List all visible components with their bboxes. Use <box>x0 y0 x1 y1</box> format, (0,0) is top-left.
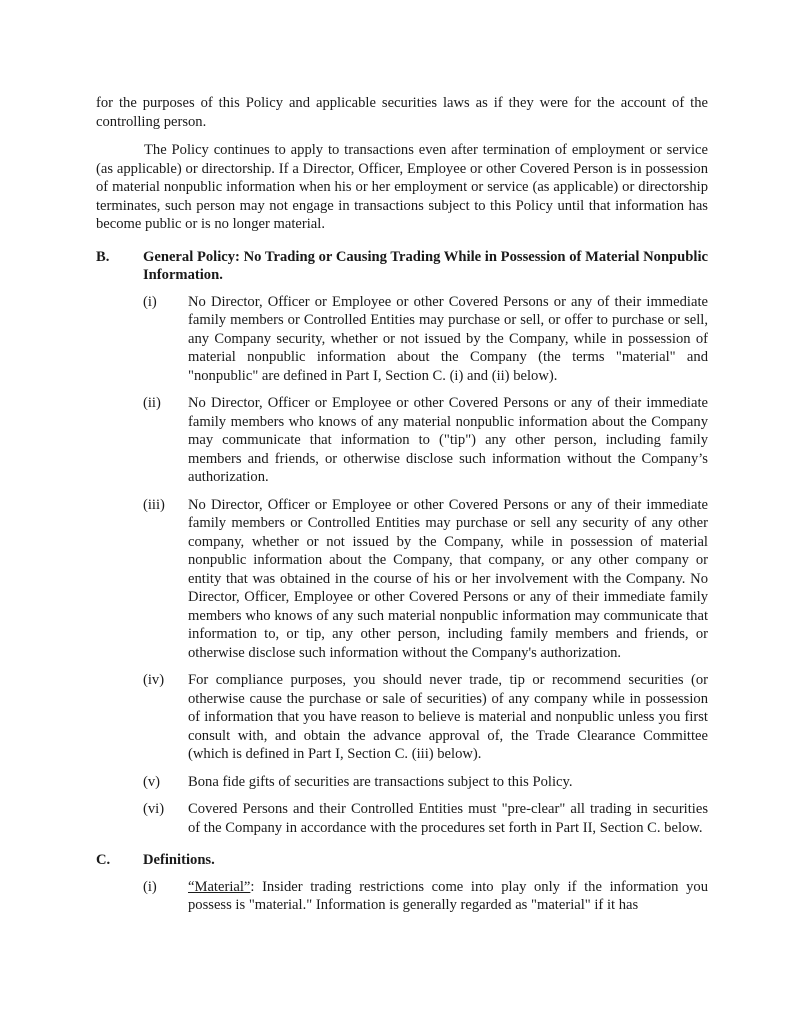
item-number: (i) <box>143 293 157 310</box>
item-text: No Director, Officer or Employee or other Covered Persons or any of their immediate family members or Controlled Entities may purchase or sell, or offer to purchase or sell, any Company security, whether or not issued by the Company, while in possession of material nonpublic information about the Company (the terms "material" and "nonpublic" are defined in Part I, Section C. (i) and (ii) below). <box>188 293 708 384</box>
intro-paragraph-continued: for the purposes of this Policy and applicable securities laws as if they were for the account of the controlling person. <box>96 95 708 130</box>
section-b-title: General Policy: No Trading or Causing Trading While in Possession of Material Nonpublic Information. <box>143 248 708 283</box>
section-b-heading <box>96 248 708 285</box>
item-number: (i) <box>143 878 157 895</box>
item-number: (vi) <box>143 801 165 817</box>
item-number: (iv) <box>143 672 165 688</box>
list-item <box>143 394 708 487</box>
list-item <box>143 800 708 837</box>
section-b-letter: B. <box>96 248 110 265</box>
list-item <box>143 773 708 792</box>
definition-text: : Insider trading restrictions come into play only if the information you possess is "material." Information is generally regarded as "material" if it has <box>188 878 708 913</box>
intro-paragraph-termination: The Policy continues to apply to transactions even after termination of employment or service (as applicable) or directorship. If a Director, Officer, Employee or other Covered Person is in possession of material nonpublic information when his or her employment or service (as applicable) or directorship terminates, such person may not engage in transactions subject to this Policy until that information has become public or is no longer material. <box>96 142 708 232</box>
item-text: For compliance purposes, you should never trade, tip or recommend securities (or otherwise cause the purchase or sale of securities) of any company while in possession of information that you have reason to believe is material and nonpublic unless you first consult with, and obtain the advance approval of, the Trade Clearance Committee (which is defined in Part I, Section C. (iii) below). <box>188 672 708 762</box>
section-c-letter: C. <box>96 852 111 868</box>
item-number: (ii) <box>143 395 161 411</box>
section-b-items <box>143 293 708 838</box>
list-item <box>143 671 708 764</box>
item-text: Covered Persons and their Controlled Entities must "pre-clear" all trading in securities of the Company in accordance with the procedures set forth in Part II, Section C. below. <box>188 801 708 836</box>
document-page <box>96 94 708 924</box>
defined-term-material: “Material” <box>188 878 251 895</box>
item-text <box>188 878 708 915</box>
list-item <box>143 496 708 663</box>
item-number: (v) <box>143 773 161 790</box>
section-c-heading <box>96 851 708 870</box>
section-c-title: Definitions. <box>143 852 215 868</box>
item-text: No Director, Officer or Employee or other Covered Persons or any of their immediate family members or Controlled Entities may purchase or sell any security of any other company, whether or not issued by the Company, while in possession of material nonpublic information about the Company, that company, or any other company or entity that was obtained in the course of his or her involvement with the Company. No Director, Officer, Employee or other Covered Persons or any of their immediate family members who knows of any such material nonpublic information may communicate that information to, or tip, any other person, including family members and friends, or otherwise disclose such information without the Company's authorization. <box>188 496 708 661</box>
item-number: (iii) <box>143 496 165 513</box>
section-c-items <box>143 878 708 915</box>
item-text: Bona fide gifts of securities are transactions subject to this Policy. <box>188 773 573 790</box>
item-text: No Director, Officer or Employee or other Covered Persons or any of their immediate family members who knows of any material nonpublic information about the Company may communicate that information to ("tip") any other person, including family members and friends, or otherwise disclose such information without the Company’s authorization. <box>188 395 708 485</box>
list-item <box>143 293 708 386</box>
list-item <box>143 878 708 915</box>
